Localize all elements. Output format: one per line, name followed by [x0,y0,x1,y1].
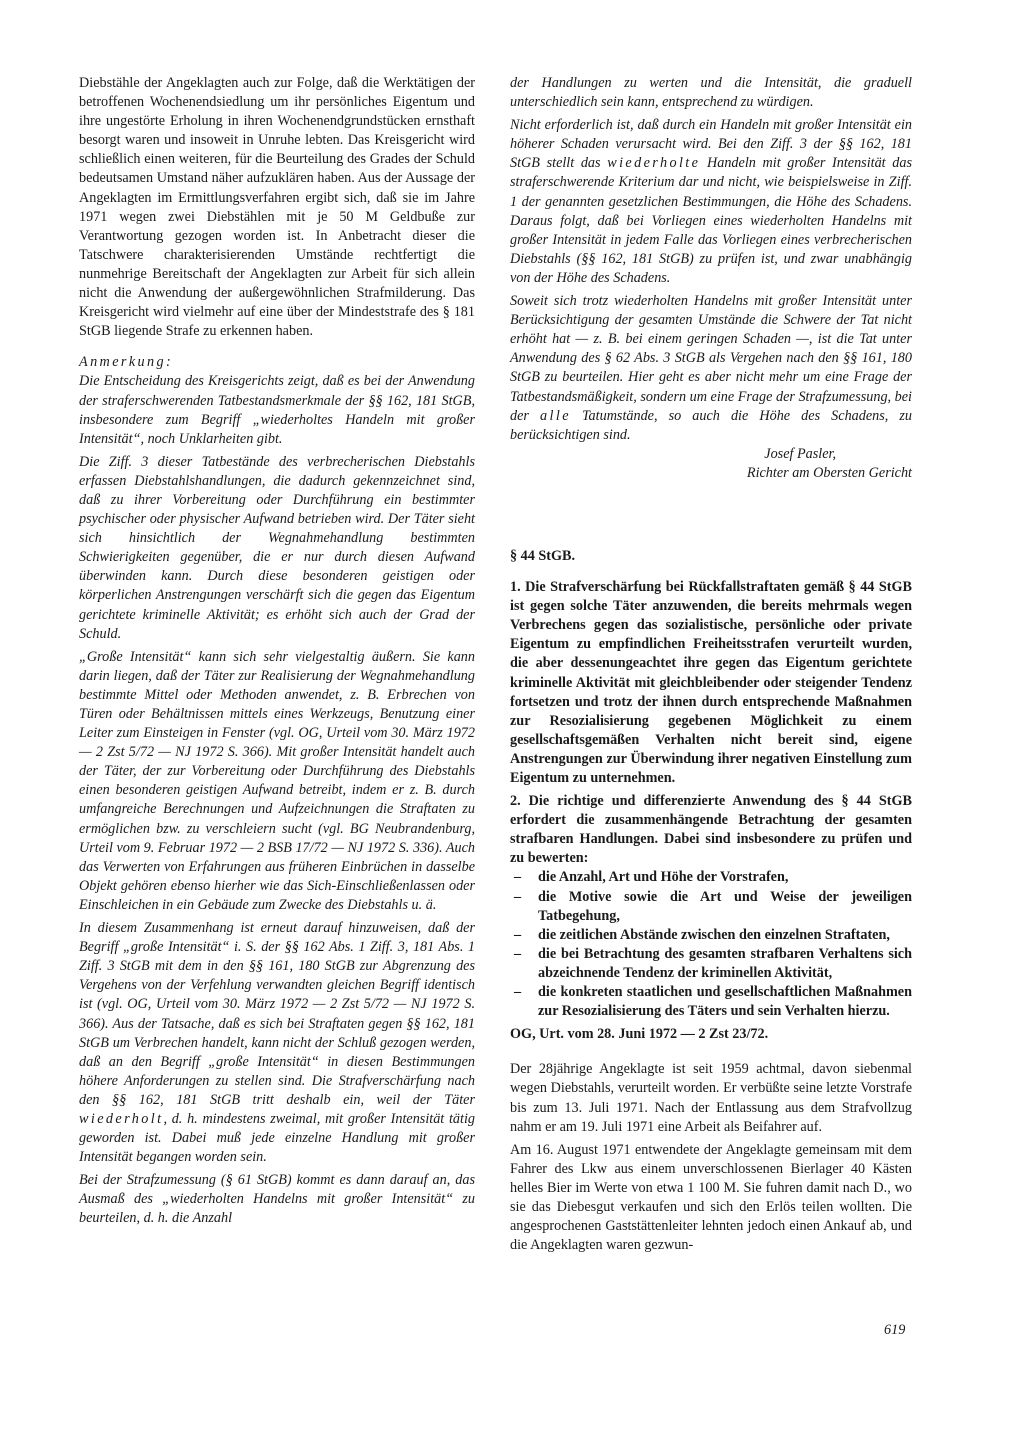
paragraph: Bei der Strafzumessung (§ 61 StGB) kommt es dann darauf an, das Ausmaß des „wiederholten Handelns mit großer Intensität“ zu beurteilen, d. h. die Anzahl [79,1172,475,1227]
paragraph: der Handlungen zu werten und die Intensität, die graduell unterschiedlich sein kann, entsprechend zu würdigen. [510,75,912,111]
signature-name: Josef Pasler, [764,445,836,462]
text-run: Soweit sich trotz wiederholten Handelns mit großer Intensität unter Berücksichtigung der gesamten Umstände die Schwere der Tat nicht erhöht hat — z. B. bei einem geringen Schaden —, ist die Tat unter Anwendung des § 62 Abs. 3 StGB als Vergehen nach den §§ 161, 180 StGB zu beurteilen. Hier geht es aber nicht mehr um eine Frage der Tatbestandsmäßigkeit, sondern um eine Frage der Strafzumessung, bei der [510,293,912,424]
section-heading: § 44 StGB. [510,547,576,564]
headnote-2: 2. Die richtige und differenzierte Anwendung des § 44 StGB erfordert die zusammenhängende Betrachtung der gesamten strafbaren Handlungen. Dabei sind insbesondere zu prüfen und zu bewerten: [510,793,912,867]
paragraph: Diebstähle der Angeklagten auch zur Folge, daß die Werktätigen der betroffenen Wochenendsiedlung um ihr persönliches Eigentum und ihre ungestörte Erholung in ihren Wochenendgrundstücken ernsthaft besorgt waren und insoweit in Unruhe lebten. Das Kreisgericht wird schließlich einen weiteren, für die Beurteilung des Grades der Schuld bedeutsamen Umstand näher aufzuklären haben. Aus der Aussage der Angeklagten im Ermittlungsverfahren ergibt sich, daß sie im Jahre 1971 wegen zwei Diebstählen mit je 50 M Geldbuße zur Verantwortung gezogen worden ist. In Anbetracht dieser die Tatschwere charakterisierenden Umstände rechtfertigt die nunmehrige Bereitschaft der Angeklagten zur Arbeit für sich allein nicht die Anwendung der außergewöhnlichen Strafmilderung. Das Kreisgericht wird vielmehr auf eine über der Mindeststrafe des § 181 StGB liegende Strafe zu erkennen haben. [79,75,475,340]
list-item: – die bei Betrachtung des gesamten strafbaren Verhaltens sich abzeichnende Tendenz der kriminellen Aktivität, [510,945,912,983]
list-item: – die konkreten staatlichen und gesellschaftlichen Maßnahmen zur Resozialisierung des Täters und sein Verhalten hierzu. [510,983,912,1021]
paragraph: Der 28jährige Angeklagte ist seit 1959 achtmal, davon siebenmal wegen Diebstahls, verurteilt worden. Er verbüßte seine letzte Vorstrafe bis zum 13. Juli 1971. Nach der Entlassung aus dem Strafvollzug nahm er am 19. Juli 1971 eine Arbeit als Beifahrer auf. [510,1061,912,1135]
list-item: – die zeitlichen Abstände zwischen den einzelnen Straftaten, [510,926,912,945]
court-citation: OG, Urt. vom 28. Juni 1972 — 2 Zst 23/72. [510,1026,769,1043]
paragraph: Am 16. August 1971 entwendete der Angeklagte gemeinsam mit dem Fahrer des Lkw aus einem unverschlossenen Bierlager 40 Kästen helles Bier im Werte von etwa 1 100 M. Sie fuhren damit nach D., wo sie das Diebesgut verkaufen und sich den Erlös teilen wollten. Die angesprochenen Gaststättenleiter lehnten jedoch einen Ankauf ab, und die Angeklagten waren gezwun- [510,1141,912,1254]
paragraph: Die Ziff. 3 dieser Tatbestände des verbrecherischen Diebstahls erfassen Diebstahlshandlungen, die dadurch gekennzeichnet sind, daß zu ihrer Vorbereitung oder Durchführung ein bestimmter psychischer oder physischer Aufwand betrieben wird. Der Täter sieht sich hinsichtlich der Wegnahmehandlung bestimmten Schwierigkeiten gegenüber, die er nur durch diesen Aufwand überwinden kann. Durch diese besonderen geistigen oder körperlichen Anstrengungen verschärft sich die gegen das Eigentum gerichtete kriminelle Aktivität; es erhöht sich auch der Grad der Schuld. [79,453,475,642]
paragraph [510,292,912,445]
text-run: Handeln mit großer Intensität das straferschwerende Kriterium dar und nicht, wie beispielsweise in Ziff. 1 der genannten gesetzlichen Bestimmungen, die Höhe des Schadens. Daraus folgt, daß bei Vorliegen eines wiederholten Handelns mit großer Intensität in jedem Falle das Vorliegen eines verbrecherischen Diebstahls (§§ 162, 181 StGB) zu prüfen ist, und zwar unabhängig von der Höhe des Schadens. [510,155,912,286]
signature-title: Richter am Obersten Gericht [746,464,912,481]
page-number: 619 [884,1322,906,1338]
criteria-list [510,868,912,1021]
paragraph [79,919,475,1167]
list-item: – die Anzahl, Art und Höhe der Vorstrafen, [510,868,912,887]
text-run: Tatumstände, so auch die Höhe des Schadens, zu berücksichtigen sind. [510,407,913,443]
paragraph [510,116,912,288]
right-column [510,74,912,1255]
spaced-emphasis: wiederholte [607,155,701,172]
spaced-emphasis: wiederholt [79,1110,164,1127]
text-run: Nicht erforderlich ist, daß durch ein Handeln mit großer Intensität ein höherer Schaden verursacht wird. Bei den Ziff. 3 der §§ 162, 181 StGB stellt das [510,117,912,172]
paragraph: Die Entscheidung des Kreisgerichts zeigt, daß es bei der Anwendung der straferschwerenden Tatbestandsmerkmale der §§ 162, 181 StGB, insbesondere zum Begriff „wiederholtes Handeln mit großer Intensität“, noch Unklarheiten gibt. [79,373,475,447]
text-run: In diesem Zusammenhang ist erneut darauf hinzuweisen, daß der Begriff „große Intensität“ i. S. der §§ 162 Abs. 1 Ziff. 3, 181 Abs. 1 Ziff. 3 StGB mit dem in den §§ 161, 180 StGB zur Abgrenzung des Vergehens von der Verfehlung verwandten gleichen Begriff identisch ist (vgl. OG, Urteil vom 30. März 1972 — 2 Zst 5/72 — NJ 1972 S. 366). Aus der Tatsache, daß es sich bei Straftaten gegen §§ 162, 181 StGB um Verbrechen handelt, kann nicht der Schluß gezogen werden, daß an den Begriff „große Intensität“ in diesen Bestimmungen höhere Anforderungen zu stellen sind. Die Strafverschärfung nach den §§ 162, 181 StGB tritt deshalb ein, weil der Täter [79,920,475,1108]
left-column [79,74,475,1229]
annotation-heading: Anmerkung: [79,354,174,371]
headnote-1: 1. Die Strafverschärfung bei Rückfallstraftaten gemäß § 44 StGB ist gegen solche Täter anzuwenden, die bereits mehrmals wegen Verbrechens gegen das sozialistische, persönliche oder private Eigentum zu empfindlichen Freiheitsstrafen verurteilt wurden, die aber dessenungeachtet ihre gegen das Eigentum gerichtete kriminelle Aktivität mit gleichbleibender oder steigender Tendenz fortsetzen und trotz der ihnen durch entsprechende Maßnahmen zur Resozialisierung gegebenen Möglichkeit zu einem gesellschaftsgemäßen Verhalten nicht bereit sind, eigene Anstrengungen zur Überwindung ihrer negativen Einstellung zum Eigentum zu unternehmen. [510,579,912,786]
paragraph: „Große Intensität“ kann sich sehr vielgestaltig äußern. Sie kann darin liegen, daß der Täter zur Realisierung der Wegnahmehandlung bestimmte Mittel oder Methoden anwendet, z. B. Erbrechen von Türen oder Behältnissen mittels eines Werkzeugs, Benutzung einer Leiter zum Einsteigen in Fenster (vgl. OG, Urteil vom 30. März 1972 — 2 Zst 5/72 — NJ 1972 S. 366). Mit großer Intensität handelt auch der Täter, der zur Vorbereitung oder Durchführung des Diebstahls einen besonderen geistigen Aufwand betreibt, indem er z. B. durch umfangreiche Berechnungen und Aufzeichnungen die Straftaten zu ermöglichen bzw. zu verschleiern sucht (vgl. BG Neubrandenburg, Urteil vom 9. Februar 1972 — 2 BSB 17/72 — NJ 1972 S. 336). Auch das Verwerten von Erfahrungen aus früheren Einbrüchen in dasselbe Objekt gehören ebenso hierher wie das Sich-Einschließenlassen oder Einschleichen in ein Gebäude zum Zwecke des Diebstahls u. ä. [79,648,475,913]
list-item: – die Motive sowie die Art und Weise der jeweiligen Tatbegehung, [510,888,912,926]
text-run: , d. h. mindestens zweimal, mit großer Intensität tätig geworden ist. Dabei muß jede einzelne Handlung mit großer Intensität begangen worden sein. [79,1110,475,1166]
spaced-emphasis: alle [540,407,571,424]
